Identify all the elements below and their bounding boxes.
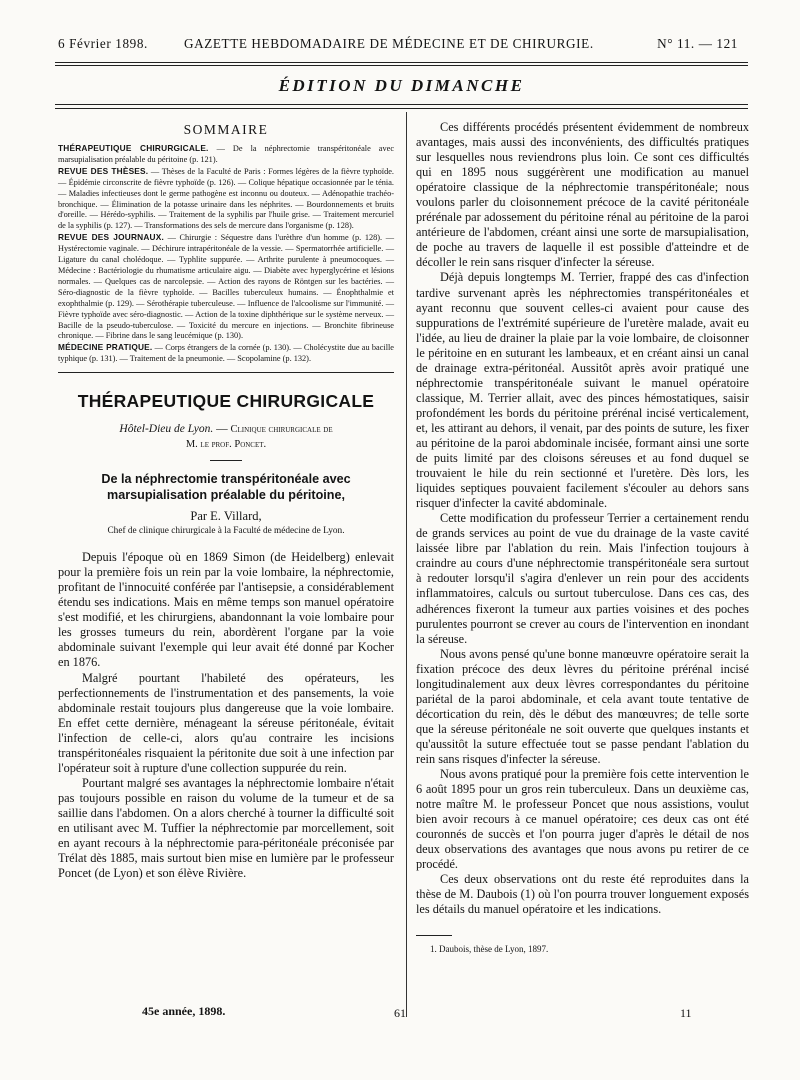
edition-rule-top	[55, 104, 748, 105]
left-column	[58, 120, 394, 881]
article-author: Par E. Villard,	[190, 509, 262, 524]
summary-entry	[58, 342, 394, 365]
body-paragraph: Malgré pourtant l'habileté des opérateurs, les perfectionnements de l'instrumentation et des pansements, la voie abdominale restait toujours plus dangereuse que la voie lombaire. En effet cette dernière, ménageant la séreuse péritonéale, évitait l'infection de celle-ci, alors qu'au contraire les incisions transpéritonéales risquaient la péritonite due soit à une infection par l'opérateur soit à rupture d'une collection suppurée du rein.	[58, 670, 394, 775]
header-rule-bottom	[55, 65, 748, 66]
header-rule-top	[55, 62, 748, 63]
body-paragraph: Nous avons pratiqué pour la première fois cette intervention le 6 août 1895 pour un gros rein tuberculeux. Dans un deuxième cas, notre maître M. le professeur Poncet que nous assistions, voulut bien avoir recours à ce manuel opératoire; ces deux cas ont été couronnés de succès et l'on pourra juger d'après le détail de nos deux observations des avantages que nous avons pu retirer de ce procédé.	[416, 767, 749, 872]
footer-signature: 11	[680, 1006, 692, 1020]
right-column	[416, 120, 749, 954]
body-paragraph: Ces différents procédés présentent évidemment de nombreux avantages, mais aussi des inconvénients, des difficultés pratiques sur lesquelles nous reviendrons plus loin. Ce sont ces difficultés qui en 1895 nous suggérèrent une modification au manuel opératoire classique de la néphrectomie transpéritonéale; nous voulons parler du cloisonnement précoce de la cavité péritonéale prérénale par adossement du péritoine rénal au péritoine de la paroi antérieure de l'abdomen, créant ainsi une sorte de marsupialisation, de poche au travers de laquelle il est possible d'atteindre et de décoller le rein sans risquer d'infecter la séreuse.	[416, 120, 749, 270]
summary-title: SOMMAIRE	[183, 122, 269, 137]
summary-list	[58, 143, 394, 365]
summary-entry	[58, 143, 394, 166]
edition-title: ÉDITION DU DIMANCHE	[278, 76, 525, 95]
summary-entry	[58, 166, 394, 232]
clinic-dash: —	[213, 423, 231, 436]
clinic-name: Clinique chirurgicale de	[230, 424, 333, 436]
body-paragraph: Ces deux observations ont du reste été reproduites dans la thèse de M. Daubois (1) où l'on pourra trouver longuement exposés les détails du manuel opératoire et les indications.	[416, 872, 749, 917]
author-role: Chef de clinique chirurgicale à la Faculté de médecine de Lyon.	[107, 526, 345, 537]
body-paragraph: Depuis l'époque où en 1869 Simon (de Heidelberg) enlevait pour la première fois un rein par la voie lombaire, la néphrectomie, profitant de l'innocuité conférée par l'antisepsie, a considérablement étendu ses indications. Mais en même temps son manuel opératoire s'est modifié, et les chirurgiens, abandonnant la voie lombaire pour les grosses tumeurs du rein, abordèrent l'organe par la voie abdominale suivant l'exemple qui leur avait été donné par Kocher en 1876.	[58, 550, 394, 670]
short-rule	[210, 460, 242, 461]
summary-entry-label: REVUE DES THÈSES.	[58, 165, 149, 176]
summary-entry-text: — Chirurgie : Séquestre dans l'urèthre d'un homme (p. 128). — Hystérectomie vaginale. — Déchirure intrapéritonéale de la vessie. — Spermatorrhée artificielle. — Ligature du canal cholédoque. — Typhlite suppurée. — Arthrite purulente à pneumocoques. — Médecine : Bactériologie du rhumatisme articulaire aigu. — Diabète avec hyperglycérine et lésions normales. — Quelques cas de narcolepsie. — Action des rayons de Röntgen sur les bactéries. — Séro-diagnostic de la fièvre typhoïde. — Bacilles tuberculeux humains. — Énophthalmie et exophthalmie (p. 129). — Sérothérapie tuberculeuse. — Influence de l'alcoolisme sur l'immunité. — Fièvre typhoïde avec séro-diagnostic. — Action de la toxine diphthérique sur le système nerveux. — Bacille de la pseudo-tuberculose. — Toxicité du mercure en injections. — Bronchite fibrineuse chronique. — Fibrine dans le sang leucémique (p. 130).	[58, 233, 395, 341]
footnote-rule	[416, 935, 452, 936]
article-title: De la néphrectomie transpéritonéale avec marsupialisation préalable du péritoine,	[101, 472, 351, 503]
body-paragraph: Déjà depuis longtemps M. Terrier, frappé des cas d'infection tardive survenant après les néphrectomies transpéritonéales et ayant reconnu que souvent celles-ci avaient pour cause des suppurations de l'extrémité supérieure de l'uretère malade, avait eu l'idée, au lieu de drainer la plaie par la voie lombaire, de cloisonner le péritoine en en suturant les lambeaux, et en créant ainsi un canal de drainage extra-péritonéal. Aussitôt après avoir pratiqué une néphrectomie transpéritonéale suivant le manuel opératoire classique, M. Terrier allait, avec des pinces hémostatiques, saisir profondément les bords du péritoine prérénal incisé verticalement, et, les attirant au dehors, il venait, par des points de suture, les fixer au péritoine de la paroi abdominale incisée, formant ainsi une sorte de puits limité par des cloisons séreuses et au fond duquel se trouvaient le hile du rein sectionné et l'uretère. Dès lors, les liquides septiques pouvaient facilement s'écouler au dehors sans risquer d'infecter la cavité abdominale.	[416, 270, 749, 511]
body-paragraph: Pourtant malgré ses avantages la néphrectomie lombaire n'était pas toujours possible en raison du volume de la tumeur et de sa saillie dans l'abdomen. On a alors cherché à tourner la difficulté soit en utilisant avec M. Tuffier la néphrectomie par morcellement, soit en ayant recours à la néphrectomie para-péritonéale préconisée par Trélat dès 1885, mais surtout bien mise en lumière par le professeur Poncet (de Lyon) et son élève Rivière.	[58, 775, 394, 881]
footer-page-number: 61	[394, 1006, 406, 1020]
hospital-name: Hôtel-Dieu de Lyon.	[119, 423, 214, 436]
body-paragraph: Cette modification du professeur Terrier a certainement rendu de grands services au point de vue du drainage de la vaste cavité laissée libre par l'ablation du rein. Mais l'infection toujours à craindre au cours d'une néphrectomie transpéritonéale sera surtout à redouter lorsqu'il s'agira d'enlever un rein pour des accidents inflammatoires, calculs ou surtout tuberculose. Dans ces cas, des adhérences fixeront la tumeur aux parties voisines et des poches purulentes pourront se crever au cours de l'intervention en inondant la séreuse.	[416, 511, 749, 646]
body-paragraph: Nous avons pensé qu'une bonne manœuvre opératoire serait la fixation précoce des deux lèvres du péritoine prérénal incisé longitudinalement aux deux lèvres correspondantes du péritoine pariétal de la paroi abdominale, et cela avant toute tentative de décortication du rein, dès le début des manœuvres; de telle sorte que la séreuse péritonéale ne soit ouverte que quelques instants et qu'aussitôt la suture effectuée tout se passe pendant l'ablation du rein sans risques d'infecter la séreuse.	[416, 646, 749, 766]
summary-entry-label: REVUE DES JOURNAUX.	[58, 232, 164, 243]
column-divider	[406, 112, 407, 1017]
summary-entry-text: — Corps étrangers de la cornée (p. 130). — Cholécystite due au bacille typhique (p. 131). — Traitement de la pneumonie. — Scopolamine (p. 132).	[58, 343, 394, 364]
footnote: 1. Daubois, thèse de Lyon, 1897.	[430, 944, 549, 955]
summary-entry-text: — Thèses de la Faculté de Paris : Formes légères de la fièvre typhoïde. — Épidémie circonscrite de fièvre typhoïde (p. 126). — Colique hépatique occasionnée par le ténia. — Maladies infectieuses dont le germe pathogène est inconnu ou douteux. — Adénopathie trachéo-bronchique. — Élimination de la potasse urinaire dans les néphrites. — Bourdonnements et bruits d'oreille. — Hérédo-syphilis. — Traitement de la syphilis par l'huile grise. — Traitement mercuriel de la syphilis (p. 127). — Transformations des sels de mercure dans l'organisme (p. 128).	[58, 166, 394, 231]
footer-year: 45e année, 1898.	[142, 1004, 226, 1018]
header-issue: N° 11. — 121	[657, 36, 738, 51]
professor-name: M. le prof. Poncet.	[185, 439, 267, 451]
header-date: 6 Février 1898.	[58, 36, 148, 51]
summary-rule	[58, 372, 394, 373]
header-title: GAZETTE HEBDOMADAIRE DE MÉDECINE ET DE CHIRURGIE.	[184, 36, 594, 51]
summary-entry	[58, 232, 394, 342]
edition-rule-bottom	[55, 108, 748, 109]
summary-entry-label: THÉRAPEUTIQUE CHIRURGICALE.	[58, 143, 209, 153]
summary-entry-text: — De la néphrectomie transpéritonéale avec marsupialisation préalable du péritoine (p. 121).	[58, 144, 395, 164]
summary-entry-label: MÉDECINE PRATIQUE.	[58, 342, 153, 353]
section-title: THÉRAPEUTIQUE CHIRURGICALE	[77, 391, 375, 412]
clinic-line	[58, 422, 394, 437]
